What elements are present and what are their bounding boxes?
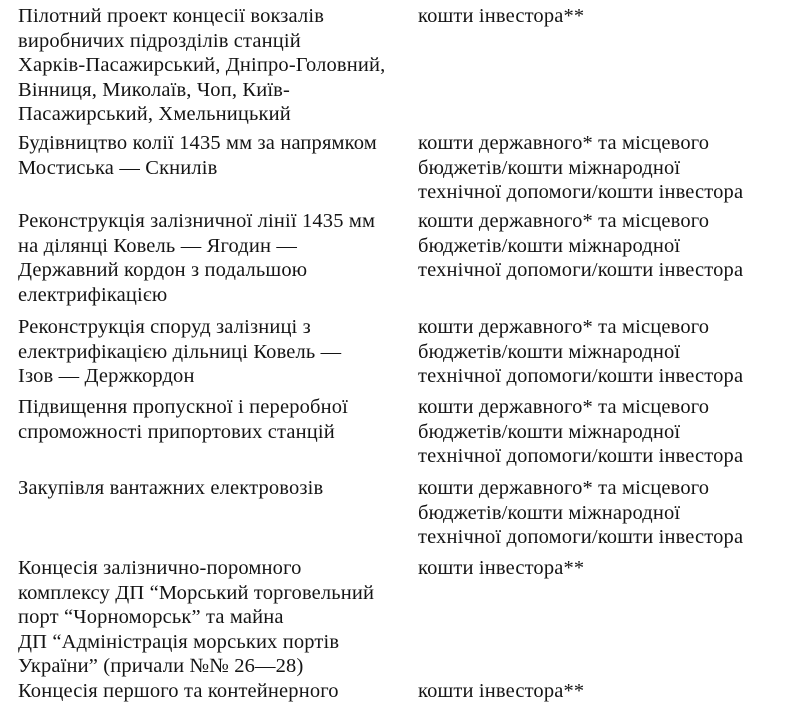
project-name: Пілотний проект концесії вокзалів виробничих підрозділів станцій Харків-Пасажирський, Дніпро-Головний, Вінниця, Миколаїв, Чоп, Київ- Пасажирський, Хмельницький	[18, 5, 386, 126]
funding-source: кошти інвестора**	[418, 680, 585, 702]
funding-source: кошти державного* та місцевого бюджетів/кошти міжнародної технічної допомоги/кошти інвестора	[418, 477, 744, 549]
funding-source: кошти державного* та місцевого бюджетів/кошти міжнародної технічної допомоги/кошти інвестора	[418, 210, 744, 282]
funding-source: кошти державного* та місцевого бюджетів/кошти міжнародної технічної допомоги/кошти інвестора	[418, 396, 744, 468]
funding-source: кошти державного* та місцевого бюджетів/кошти міжнародної технічної допомоги/кошти інвестора	[418, 316, 744, 388]
funding-source: кошти інвестора**	[418, 5, 585, 27]
funding-source: кошти інвестора**	[418, 557, 585, 579]
project-name: Закупівля вантажних електровозів	[18, 477, 324, 499]
project-name: Реконструкція споруд залізниці з електрифікацією дільниці Ковель — Ізов — Держкордон	[18, 316, 342, 388]
project-name: Реконструкція залізничної лінії 1435 мм на ділянці Ковель — Ягодин — Державний кордон з подальшою електрифікацією	[18, 210, 376, 306]
project-name: Концесія першого та контейнерного	[18, 680, 339, 702]
project-name: Будівництво колії 1435 мм за напрямком Мостиська — Скнилів	[18, 132, 377, 179]
project-name: Концесія залізнично-поромного комплексу ДП “Морський торговельний порт “Чорноморськ” та майна ДП “Адміністрація морських портів України” (причали №№ 26—28)	[18, 557, 375, 678]
funding-source: кошти державного* та місцевого бюджетів/кошти міжнародної технічної допомоги/кошти інвестора	[418, 132, 744, 204]
project-name: Підвищення пропускної і переробної спроможності припортових станцій	[18, 396, 348, 443]
